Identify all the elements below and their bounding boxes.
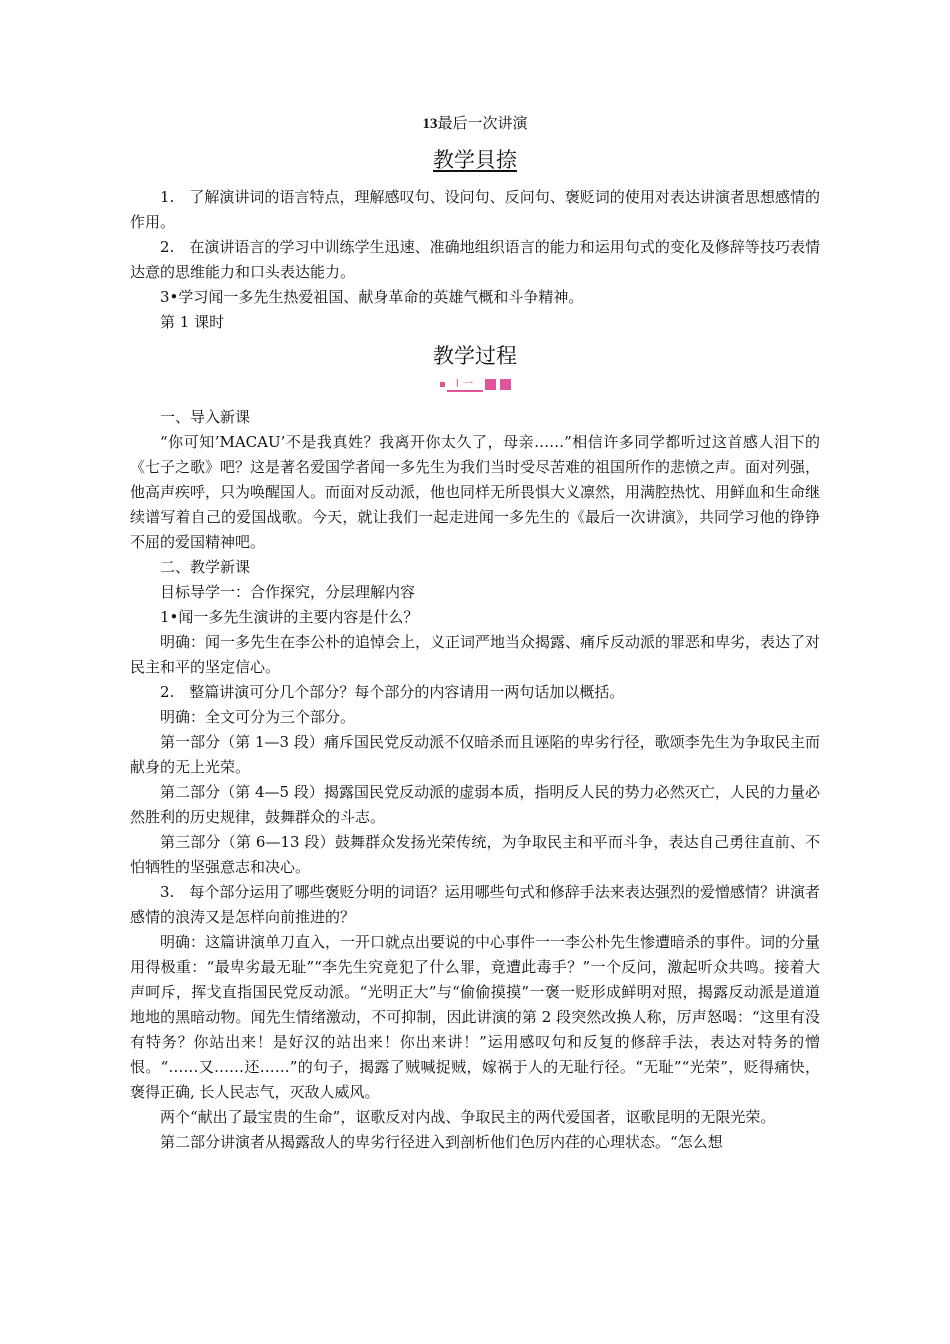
decoration-square-icon (440, 382, 445, 387)
paragraph: “你可知’MACAU’不是我真姓？我离开你太久了，母亲……”相信许多同学都听过这首感人泪下的《七子之歌》吧？这是著名爱国学者闻一多先生为我们当时受尽苦难的祖国所作的悲愤之声。面对列强，他高声疾呼，只为唤醒国人。而面对反动派，他也同样无所畏惧大义凛然，用满腔热忱、用鲜血和生命继续谱写着自己的爱国战歌。今天，就让我们一起走进闻一多先生的《最后一次讲演》，共同学习他的铮铮不屈的爱国精神吧。 (130, 433, 821, 551)
section-new-lesson-heading: 二、教学新课 (160, 558, 251, 576)
part-3: 第三部分（第 6—13 段）鼓舞群众发扬光荣传统，为争取民主和平而斗争，表达自己勇往直前、不怕牺牲的坚强意志和决心。 (130, 833, 820, 876)
objective-3: 3•学习闻一多先生热爱祖国、献身革命的英雄气概和斗争精神。 (160, 288, 584, 306)
section-intro-heading: 一、导入新课 (160, 408, 251, 426)
goal-heading: 目标导学一：合作探究，分层理解内容 (160, 583, 416, 601)
question-2: 2. 整篇讲演可分几个部分？每个部分的内容请用一两句话加以概括。 (160, 683, 625, 701)
objective-2: 2. 在演讲语言的学习中训练学生迅速、准确地组织语言的能力和运用句式的变化及修辞等技巧表情达意的思维能力和口头表达能力。 (130, 238, 820, 281)
decoration-square-icon (485, 379, 496, 390)
objectives-heading: 教学貝捺 (433, 148, 517, 172)
decoration-square-icon (500, 379, 511, 390)
part-2: 第二部分（第 4—5 段）揭露国民党反动派的虚弱本质，指明反人民的势力必然灭亡，人民的力量必然胜利的历史规律，鼓舞群众的斗志。 (130, 783, 820, 826)
heading-decoration (130, 375, 820, 393)
answer-3: 明确：这篇讲演单刀直入，一开口就点出要说的中心事件一一李公朴先生惨遭暗杀的事件。词的分量用得极重：“最卑劣最无耻”“李先生究竟犯了什么罪，竟遭此毒手？”一个反问，激起听众共鸣。接着大声呵斥，挥戈直指国民党反动派。“光明正大”与“偷偷摸摸”一褒一贬形成鲜明对照，揭露反动派是道道地地的黑暗动物。闻先生情绪激动，不可抑制，因此讲演的第 2 段突然改换人称，厉声怒喝：“这里有没有特务？你站出来！是好汉的站出来！你出来讲！”运用感叹句和反复的修辞手法，表达对特务的憎恨。“……又……还……”的句子，揭露了贼喊捉贼，嫁祸于人的无耻行径。“无耻”“光荣”，贬得痛快，褒得正确, 长人民志气，灭敌人威风。 (130, 933, 821, 1101)
question-3: 3. 每个部分运用了哪些褒贬分明的词语？运用哪些句式和修辞手法来表达强烈的爱憎感情？讲演者感情的浪涛又是怎样向前推进的？ (130, 883, 820, 926)
lesson-title (130, 112, 820, 135)
decoration-bar: l 一 (447, 378, 483, 392)
paragraph: 两个“献出了最宝贵的生命”，讴歌反对内战、争取民主的两代爱国者，讴歌昆明的无限光荣。 (160, 1108, 776, 1126)
lesson-number: 13 (422, 116, 438, 132)
paragraph: 第二部分讲演者从揭露敌人的卑劣行径进入到剖析他们色厉内荏的心理状态。“怎么想 (160, 1133, 723, 1151)
objective-1: 1. 了解演讲词的语言特点，理解感叹句、设问句、反问句、褒贬词的使用对表达讲演者思想感情的作用。 (130, 188, 820, 231)
lesson-title-text: 最后一次讲演 (437, 114, 528, 132)
class-period: 第 1 课时 (160, 313, 225, 331)
question-1: 1•闻一多先生演讲的主要内容是什么？ (160, 608, 419, 626)
answer-2: 明确：全文可分为三个部分。 (160, 708, 356, 726)
process-heading: 教学过程 (433, 344, 517, 368)
part-1: 第一部分（第 1—3 段）痛斥国民党反动派不仅暗杀而且诬陷的卑劣行径，歌颂李先生为争取民主而献身的无上光荣。 (130, 733, 820, 776)
answer-1: 明确：闻一多先生在李公朴的追悼会上，义正词严地当众揭露、痛斥反动派的罪恶和卑劣，表达了对民主和平的坚定信心。 (130, 633, 821, 676)
document-page (130, 112, 820, 1155)
